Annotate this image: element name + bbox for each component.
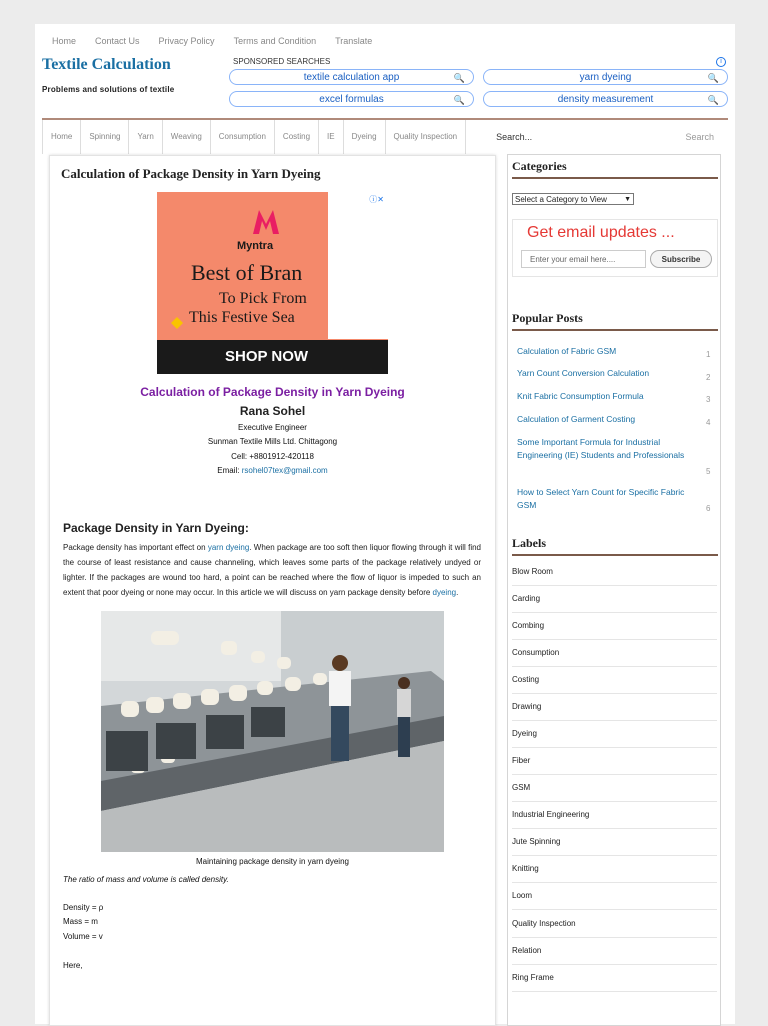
category-select-value: Select a Category to View	[515, 195, 607, 204]
label-costing[interactable]: Costing	[512, 666, 717, 694]
email-updates-title: Get email updates ...	[527, 224, 675, 241]
label-knitting[interactable]: Knitting	[512, 855, 717, 883]
popular-post-2[interactable]: Yarn Count Conversion Calculation	[517, 368, 650, 378]
label-industrial-engineering[interactable]: Industrial Engineering	[512, 801, 717, 829]
myntra-logo-icon	[251, 208, 281, 236]
label-quality-inspection[interactable]: Quality Inspection	[512, 910, 717, 938]
divider	[512, 177, 718, 179]
article-heading: Calculation of Package Density in Yarn Dyeing	[140, 385, 405, 399]
menu-home[interactable]: Home	[42, 120, 80, 154]
menu-ie[interactable]: IE	[318, 120, 343, 154]
label-jute-spinning[interactable]: Jute Spinning	[512, 828, 717, 856]
search-button[interactable]: Search	[685, 132, 714, 142]
author-cell: Cell: +8801912-420118	[231, 452, 314, 461]
ad-shop-now[interactable]: SHOP NOW	[157, 340, 388, 374]
ad-line-2: To Pick From	[219, 290, 307, 307]
para-text: Package density has important effect on	[63, 543, 208, 552]
email-label: Email:	[217, 466, 242, 475]
label-combing[interactable]: Combing	[512, 612, 717, 640]
adchoices-icon[interactable]: ⓘ✕	[369, 195, 384, 204]
top-nav	[52, 36, 391, 46]
density-definition: The ratio of mass and volume is called density.	[63, 875, 229, 884]
link-yarn-dyeing[interactable]: yarn dyeing	[207, 543, 250, 552]
subscribe-button[interactable]: Subscribe	[650, 250, 712, 268]
label-ring-frame[interactable]: Ring Frame	[512, 964, 717, 992]
email-input[interactable]: Enter your email here....	[521, 250, 646, 268]
info-icon[interactable]: i	[716, 57, 726, 67]
label-blow-room[interactable]: Blow Room	[512, 558, 717, 586]
popular-post-5-num: 5	[706, 467, 711, 476]
chevron-down-icon: ▼	[624, 196, 631, 203]
email-subscribe-box	[512, 219, 718, 277]
popular-post-2-num: 2	[706, 373, 711, 382]
sidebar	[507, 154, 721, 1026]
diamond-icon	[171, 317, 183, 329]
article-title: Calculation of Package Density in Yarn Dyeing	[61, 166, 321, 181]
divider	[512, 554, 718, 556]
popular-post-3[interactable]: Knit Fabric Consumption Formula	[517, 391, 644, 401]
menu-consumption[interactable]: Consumption	[210, 120, 274, 154]
para-text: .	[456, 588, 459, 597]
author-email	[50, 466, 495, 475]
volume-symbol: Volume = v	[63, 932, 103, 941]
menu-spinning[interactable]: Spinning	[80, 120, 128, 154]
label-carding[interactable]: Carding	[512, 585, 717, 613]
sponsored-label: SPONSORED SEARCHES	[233, 57, 331, 66]
site-title[interactable]: Textile Calculation	[42, 56, 171, 73]
ad-brand: Myntra	[237, 240, 274, 252]
menu-dyeing[interactable]: Dyeing	[343, 120, 385, 154]
ad-banner[interactable]	[157, 192, 388, 374]
search-icon: 🔍	[453, 73, 465, 83]
sponsored-pill-2[interactable]	[483, 69, 728, 85]
popular-post-1[interactable]: Calculation of Fabric GSM	[517, 346, 617, 356]
sponsored-pill-4[interactable]	[483, 91, 728, 107]
search-icon: 🔍	[707, 95, 719, 105]
menu-costing[interactable]: Costing	[274, 120, 318, 154]
label-dyeing[interactable]: Dyeing	[512, 720, 717, 748]
popular-post-1-num: 1	[706, 350, 711, 359]
pill-label: yarn dyeing	[579, 72, 632, 83]
section-title: Package Density in Yarn Dyeing:	[63, 521, 249, 535]
labels-title: Labels	[512, 536, 547, 550]
ad-line-1: Best of Bran	[191, 260, 303, 285]
popular-posts-title: Popular Posts	[512, 311, 583, 325]
topnav-home[interactable]: Home	[52, 36, 77, 46]
author-company: Sunman Textile Mills Ltd. Chittagong	[207, 437, 338, 446]
winding-machine-image	[101, 611, 444, 852]
photo-caption: Maintaining package density in yarn dyeing	[196, 857, 349, 866]
ad-white-panel	[328, 192, 388, 339]
page	[35, 24, 735, 1024]
article	[49, 155, 496, 1026]
topnav-terms[interactable]: Terms and Condition	[233, 36, 317, 46]
para-text: . When package are too soft then liquor flowing through it will find the course of least resistance and cause channeling, which leaves some parts of the package relatively undyed or lighter. If the packages are wound too hard, a point can be reached where the flow of liquor is impeded to such an extent that poor dyeing or none may occur. In this article we will discuss on yarn package density before	[63, 543, 481, 597]
popular-post-5[interactable]: Some Important Formula for Industrial Engineering (IE) Students and Professionals	[517, 437, 685, 460]
email-link[interactable]: rsohel07tex@gmail.com	[241, 466, 328, 475]
density-symbol: Density = ρ	[63, 903, 104, 912]
label-loom[interactable]: Loom	[512, 882, 717, 910]
author-role: Executive Engineer	[238, 423, 307, 432]
mass-symbol: Mass = m	[63, 917, 98, 926]
pill-label: textile calculation app	[303, 72, 400, 83]
label-consumption[interactable]: Consumption	[512, 639, 717, 667]
topnav-privacy[interactable]: Privacy Policy	[158, 36, 215, 46]
divider	[512, 329, 718, 331]
label-relation[interactable]: Relation	[512, 937, 717, 965]
topnav-translate[interactable]: Translate	[335, 36, 373, 46]
popular-post-6-num: 6	[706, 504, 711, 513]
sponsored-pill-1[interactable]	[229, 69, 474, 85]
label-drawing[interactable]: Drawing	[512, 693, 717, 721]
pill-label: excel formulas	[319, 94, 384, 105]
popular-post-4-num: 4	[706, 418, 711, 427]
categories-title: Categories	[512, 159, 567, 173]
category-select[interactable]	[512, 193, 634, 205]
main-menu	[42, 118, 728, 154]
label-fiber[interactable]: Fiber	[512, 747, 717, 775]
search-input[interactable]: Search...	[496, 132, 533, 142]
popular-post-3-num: 3	[706, 395, 711, 404]
search-icon: 🔍	[453, 95, 465, 105]
sponsored-pill-3[interactable]	[229, 91, 474, 107]
popular-post-6[interactable]: How to Select Yarn Count for Specific Fabric GSM	[517, 487, 685, 510]
search-icon: 🔍	[707, 73, 719, 83]
pill-label: density measurement	[557, 94, 654, 105]
link-dyeing[interactable]: dyeing	[432, 588, 457, 597]
menu-quality-inspection[interactable]: Quality Inspection	[385, 120, 467, 154]
intro-paragraph	[63, 540, 481, 600]
factory-photo	[101, 611, 444, 852]
menu-yarn[interactable]: Yarn	[128, 120, 161, 154]
menu-weaving[interactable]: Weaving	[162, 120, 210, 154]
author-name: Rana Sohel	[239, 404, 306, 418]
site-subtitle: Problems and solutions of textile	[42, 85, 175, 94]
ad-line-3: This Festive Sea	[189, 309, 295, 326]
topnav-contact[interactable]: Contact Us	[95, 36, 140, 46]
here-text: Here,	[63, 961, 83, 970]
label-gsm[interactable]: GSM	[512, 774, 717, 802]
popular-post-4[interactable]: Calculation of Garment Costing	[517, 414, 636, 424]
